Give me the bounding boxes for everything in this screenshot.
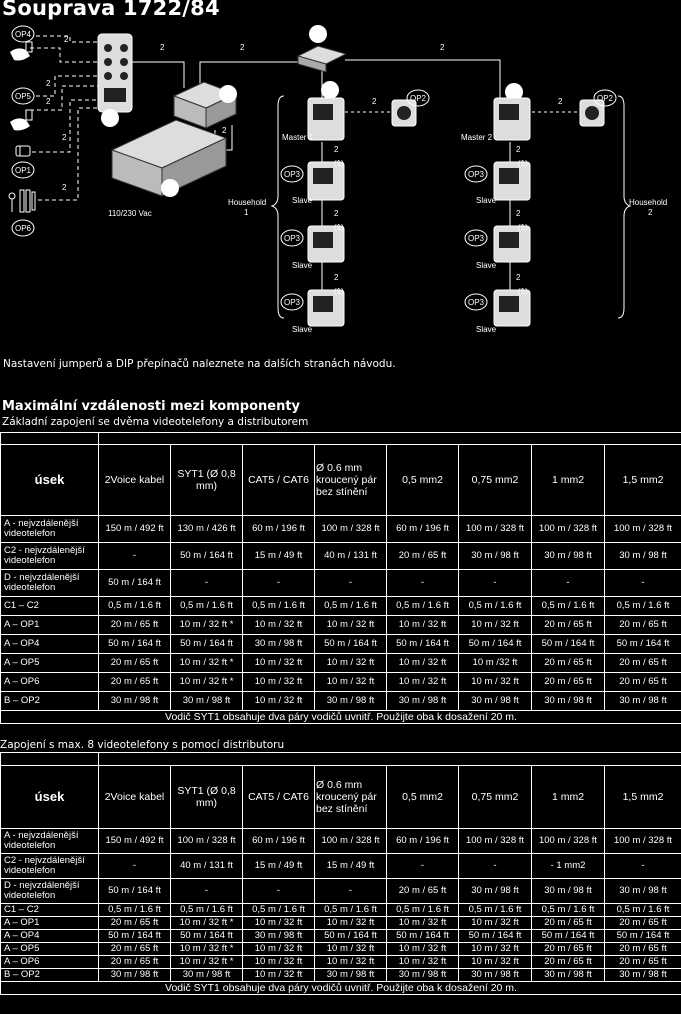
op1-label: OP1 bbox=[15, 166, 32, 175]
note-1-label: (1) bbox=[518, 159, 528, 168]
row-label-cell: C2 - nejvzdálenější videotelefon bbox=[1, 543, 99, 570]
value-cell: 30 m / 98 ft bbox=[387, 969, 459, 982]
cable-label: 2 bbox=[62, 133, 67, 142]
value-cell: 150 m / 492 ft bbox=[99, 829, 171, 854]
row-label-cell: C1 – C2 bbox=[1, 597, 99, 616]
page-title: Souprava 1722/84 bbox=[2, 0, 220, 20]
value-cell: 30 m / 98 ft bbox=[459, 692, 532, 711]
value-cell: 0,5 m / 1.6 ft bbox=[315, 904, 387, 917]
value-cell: 30 m / 98 ft bbox=[387, 692, 459, 711]
value-cell: 10 m / 32 ft bbox=[387, 943, 459, 956]
value-cell: - bbox=[243, 879, 315, 904]
value-cell: 10 m / 32 ft bbox=[243, 692, 315, 711]
table-row bbox=[1, 692, 681, 711]
value-cell: 0,5 m / 1.6 ft bbox=[171, 904, 243, 917]
distance-table-basic bbox=[0, 432, 681, 724]
value-cell: 50 m / 164 ft bbox=[99, 879, 171, 904]
value-cell: - bbox=[459, 854, 532, 879]
value-cell: 100 m / 328 ft bbox=[459, 516, 532, 543]
table-footnote: Vodič SYT1 obsahuje dva páry vodičů uvnitř. Použijte oba k dosažení 20 m. bbox=[1, 982, 681, 995]
row-label-cell: D - nejvzdálenější videotelefon bbox=[1, 570, 99, 597]
value-cell: 10 m / 32 ft bbox=[315, 616, 387, 635]
slave-label: Slave bbox=[476, 325, 497, 334]
value-cell: - bbox=[387, 854, 459, 879]
table-row bbox=[1, 829, 681, 854]
value-cell: 30 m / 98 ft bbox=[459, 969, 532, 982]
value-cell: 50 m / 164 ft bbox=[171, 635, 243, 654]
row-label-cell: A – OP4 bbox=[1, 930, 99, 943]
value-cell: 60 m / 196 ft bbox=[243, 516, 315, 543]
header-cell: CAT5 / CAT6 bbox=[243, 766, 315, 829]
value-cell: 20 m / 65 ft bbox=[99, 956, 171, 969]
header-cell: 1 mm2 bbox=[532, 766, 605, 829]
value-cell: 10 m / 32 ft bbox=[243, 673, 315, 692]
value-cell: 50 m / 164 ft bbox=[532, 930, 605, 943]
cable-label: 2 bbox=[558, 97, 563, 106]
value-cell: 50 m / 164 ft bbox=[99, 635, 171, 654]
value-cell: 10 m / 32 ft * bbox=[171, 654, 243, 673]
slave-label: Slave bbox=[292, 196, 313, 205]
value-cell: 100 m / 328 ft bbox=[605, 829, 681, 854]
value-cell: 10 m / 32 ft * bbox=[171, 673, 243, 692]
table-row bbox=[1, 943, 681, 956]
household-2-number: 2 bbox=[648, 208, 653, 217]
value-cell: 30 m / 98 ft bbox=[605, 969, 681, 982]
value-cell: 50 m / 164 ft bbox=[387, 635, 459, 654]
cable-label: 2 bbox=[160, 43, 165, 52]
value-cell: 50 m / 164 ft bbox=[387, 930, 459, 943]
value-cell: 20 m / 65 ft bbox=[99, 917, 171, 930]
value-cell: 0,5 m / 1.6 ft bbox=[387, 904, 459, 917]
value-cell: 50 m / 164 ft bbox=[315, 635, 387, 654]
value-cell: 10 m / 32 ft bbox=[387, 654, 459, 673]
value-cell: 10 m / 32 ft bbox=[459, 943, 532, 956]
cable-label: 2 bbox=[46, 97, 51, 106]
header-cell: 0,5 mm2 bbox=[387, 766, 459, 829]
header-cell: 0,75 mm2 bbox=[459, 445, 532, 516]
household-1-number: 1 bbox=[244, 208, 249, 217]
value-cell: 50 m / 164 ft bbox=[605, 635, 681, 654]
table-row bbox=[1, 616, 681, 635]
value-cell: 50 m / 164 ft bbox=[532, 635, 605, 654]
value-cell: 30 m / 98 ft bbox=[532, 969, 605, 982]
value-cell: 10 m / 32 ft * bbox=[171, 616, 243, 635]
value-cell: 0,5 m / 1.6 ft bbox=[315, 597, 387, 616]
table-row bbox=[1, 543, 681, 570]
table-row bbox=[1, 956, 681, 969]
value-cell: 30 m / 98 ft bbox=[243, 635, 315, 654]
value-cell: 10 m / 32 ft bbox=[315, 943, 387, 956]
value-cell: 10 m / 32 ft * bbox=[171, 943, 243, 956]
value-cell: 10 m / 32 ft bbox=[387, 673, 459, 692]
value-cell: 10 m / 32 ft bbox=[315, 917, 387, 930]
table-row bbox=[1, 673, 681, 692]
monitor-master-1 bbox=[308, 98, 344, 140]
value-cell: 50 m / 164 ft bbox=[171, 930, 243, 943]
value-cell: 0,5 m / 1.6 ft bbox=[532, 904, 605, 917]
value-cell: - bbox=[99, 543, 171, 570]
cable-label: 2 bbox=[372, 97, 377, 106]
table-row bbox=[1, 597, 681, 616]
value-cell: 50 m / 164 ft bbox=[99, 930, 171, 943]
note-1-label: (1) bbox=[334, 223, 344, 232]
value-cell: 30 m / 98 ft bbox=[532, 543, 605, 570]
table-row bbox=[1, 854, 681, 879]
value-cell: 15 m / 49 ft bbox=[243, 854, 315, 879]
row-label-cell: A – OP6 bbox=[1, 673, 99, 692]
row-label-cell: D - nejvzdálenější videotelefon bbox=[1, 879, 99, 904]
value-cell: 0,5 m / 1.6 ft bbox=[243, 597, 315, 616]
table-row bbox=[1, 930, 681, 943]
value-cell: 30 m / 98 ft bbox=[605, 692, 681, 711]
note-1-label: (1) bbox=[518, 287, 528, 296]
note-1-label: (1) bbox=[334, 287, 344, 296]
value-cell: 0,5 m / 1.6 ft bbox=[243, 904, 315, 917]
op6-lock-icon bbox=[9, 190, 35, 212]
row-label-cell: A – OP4 bbox=[1, 635, 99, 654]
value-cell: - bbox=[171, 879, 243, 904]
op6-label: OP6 bbox=[15, 224, 32, 233]
row-label-cell: A - nejvzdálenější videotelefon bbox=[1, 516, 99, 543]
table-row bbox=[1, 570, 681, 597]
header-cell: CAT5 / CAT6 bbox=[243, 445, 315, 516]
value-cell: 130 m / 426 ft bbox=[171, 516, 243, 543]
value-cell: 20 m / 65 ft bbox=[387, 543, 459, 570]
value-cell: 20 m / 65 ft bbox=[532, 654, 605, 673]
row-label-cell: A – OP6 bbox=[1, 956, 99, 969]
value-cell: 20 m / 65 ft bbox=[532, 943, 605, 956]
op4-hand-icon bbox=[10, 42, 32, 61]
value-cell: 30 m / 98 ft bbox=[605, 879, 681, 904]
row-label-cell: B – OP2 bbox=[1, 692, 99, 711]
header-cell: Ø 0.6 mm kroucený pár bez stínění bbox=[315, 445, 387, 516]
value-cell: 30 m / 98 ft bbox=[99, 969, 171, 982]
slave-label: Slave bbox=[292, 325, 313, 334]
value-cell: 15 m / 49 ft bbox=[243, 543, 315, 570]
op4-label: OP4 bbox=[15, 30, 32, 39]
value-cell: 30 m / 98 ft bbox=[459, 879, 532, 904]
op2-label-1: OP2 bbox=[410, 94, 427, 103]
monitor-master-2 bbox=[494, 98, 530, 140]
value-cell: 20 m / 65 ft bbox=[532, 616, 605, 635]
value-cell: 10 m / 32 ft bbox=[243, 616, 315, 635]
cable-label: 2 bbox=[64, 35, 69, 44]
row-label-cell: C1 – C2 bbox=[1, 904, 99, 917]
table-spacer-cell bbox=[1, 753, 99, 766]
op1-contact-icon bbox=[16, 146, 30, 156]
value-cell: - bbox=[605, 570, 681, 597]
cable-label: 2 bbox=[334, 273, 339, 282]
cable-label: 2 bbox=[334, 209, 339, 218]
op3-label-1a: OP3 bbox=[284, 170, 301, 179]
value-cell: - bbox=[532, 570, 605, 597]
value-cell: 10 m / 32 ft * bbox=[171, 917, 243, 930]
value-cell: 10 m / 32 ft bbox=[315, 654, 387, 673]
header-cell: 1,5 mm2 bbox=[605, 445, 681, 516]
value-cell: 50 m / 164 ft bbox=[99, 570, 171, 597]
table-row bbox=[1, 635, 681, 654]
table-row bbox=[1, 516, 681, 543]
value-cell: 60 m / 196 ft bbox=[243, 829, 315, 854]
cable-label: 2 bbox=[440, 43, 445, 52]
op3-label-2a: OP3 bbox=[468, 170, 485, 179]
value-cell: 30 m / 98 ft bbox=[532, 879, 605, 904]
note-1-label: (1) bbox=[518, 223, 528, 232]
value-cell: 100 m / 328 ft bbox=[459, 829, 532, 854]
header-cell: úsek bbox=[1, 445, 99, 516]
value-cell: 10 m / 32 ft bbox=[387, 917, 459, 930]
value-cell: 60 m / 196 ft bbox=[387, 829, 459, 854]
header-cell: 1 mm2 bbox=[532, 445, 605, 516]
value-cell: - bbox=[459, 570, 532, 597]
value-cell: 50 m / 164 ft bbox=[315, 930, 387, 943]
op5-label: OP5 bbox=[15, 92, 32, 101]
value-cell: 30 m / 98 ft bbox=[315, 969, 387, 982]
value-cell: 20 m / 65 ft bbox=[532, 673, 605, 692]
value-cell: 10 m / 32 ft bbox=[459, 673, 532, 692]
value-cell: - bbox=[315, 879, 387, 904]
value-cell: 10 m / 32 ft bbox=[459, 616, 532, 635]
value-cell: 0,5 m / 1.6 ft bbox=[532, 597, 605, 616]
row-label-cell: A - nejvzdálenější videotelefon bbox=[1, 829, 99, 854]
value-cell: - bbox=[315, 570, 387, 597]
master-2-label: Master 2 bbox=[461, 133, 493, 142]
value-cell: 10 m / 32 ft bbox=[315, 956, 387, 969]
value-cell: 10 m / 32 ft bbox=[315, 673, 387, 692]
table-spacer-cell bbox=[99, 753, 681, 766]
header-cell: úsek bbox=[1, 766, 99, 829]
header-cell: Ø 0.6 mm kroucený pár bez stínění bbox=[315, 766, 387, 829]
value-cell: 20 m / 65 ft bbox=[605, 956, 681, 969]
value-cell: 0,5 m / 1.6 ft bbox=[605, 904, 681, 917]
value-cell: 20 m / 65 ft bbox=[532, 917, 605, 930]
cable-label: 2 bbox=[62, 183, 67, 192]
table-header-row bbox=[1, 445, 681, 516]
section-title: Maximální vzdálenosti mezi komponenty bbox=[2, 399, 301, 414]
value-cell: 20 m / 65 ft bbox=[605, 654, 681, 673]
cable-label: 2 bbox=[516, 273, 521, 282]
value-cell: 150 m / 492 ft bbox=[99, 516, 171, 543]
row-label-cell: B – OP2 bbox=[1, 969, 99, 982]
table-footnote: Vodič SYT1 obsahuje dva páry vodičů uvnitř. Použijte oba k dosažení 20 m. bbox=[1, 711, 681, 724]
cable-label: 2 bbox=[334, 145, 339, 154]
value-cell: 20 m / 65 ft bbox=[605, 943, 681, 956]
value-cell: 10 m / 32 ft bbox=[243, 917, 315, 930]
value-cell: 20 m / 65 ft bbox=[99, 616, 171, 635]
slave-label: Slave bbox=[476, 261, 497, 270]
value-cell: 0,5 m / 1.6 ft bbox=[387, 597, 459, 616]
slave-label: Slave bbox=[476, 196, 497, 205]
table-row bbox=[1, 879, 681, 904]
jumper-note: Nastavení jumperů a DIP přepínačů naleznete na dalších stranách návodu. bbox=[3, 358, 396, 370]
op2-button-1 bbox=[392, 100, 416, 126]
value-cell: 30 m / 98 ft bbox=[171, 692, 243, 711]
value-cell: 20 m / 65 ft bbox=[99, 654, 171, 673]
table2-subtitle: Zapojení s max. 8 videotelefony s pomocí distributoru bbox=[0, 739, 285, 751]
value-cell: 10 m / 32 ft * bbox=[171, 956, 243, 969]
distance-table-distributor bbox=[0, 752, 681, 995]
table-row bbox=[1, 917, 681, 930]
value-cell: 100 m / 328 ft bbox=[171, 829, 243, 854]
cable-label: 2 bbox=[46, 79, 51, 88]
value-cell: 30 m / 98 ft bbox=[605, 543, 681, 570]
value-cell: 20 m / 65 ft bbox=[387, 879, 459, 904]
value-cell: 30 m / 98 ft bbox=[315, 692, 387, 711]
value-cell: 0,5 m / 1.6 ft bbox=[459, 597, 532, 616]
value-cell: - bbox=[605, 854, 681, 879]
value-cell: 100 m / 328 ft bbox=[605, 516, 681, 543]
value-cell: 10 m / 32 ft bbox=[243, 654, 315, 673]
value-cell: 30 m / 98 ft bbox=[171, 969, 243, 982]
header-cell: 0,5 mm2 bbox=[387, 445, 459, 516]
value-cell: 100 m / 328 ft bbox=[315, 516, 387, 543]
value-cell: - bbox=[387, 570, 459, 597]
op5-hand-icon bbox=[10, 110, 32, 131]
value-cell: 30 m / 98 ft bbox=[99, 692, 171, 711]
value-cell: 50 m / 164 ft bbox=[171, 543, 243, 570]
header-cell: 0,75 mm2 bbox=[459, 766, 532, 829]
table1-subtitle: Základní zapojení se dvěma videotelefony a distributorem bbox=[2, 416, 309, 428]
wiring-diagram bbox=[0, 0, 681, 345]
value-cell: 0,5 m / 1.6 ft bbox=[605, 597, 681, 616]
header-cell: 1,5 mm2 bbox=[605, 766, 681, 829]
value-cell: 20 m / 65 ft bbox=[605, 616, 681, 635]
value-cell: - 1 mm2 bbox=[532, 854, 605, 879]
value-cell: 60 m / 196 ft bbox=[387, 516, 459, 543]
op3-label-2c: OP3 bbox=[468, 298, 485, 307]
table-spacer-cell bbox=[99, 433, 681, 445]
value-cell: 50 m / 164 ft bbox=[459, 930, 532, 943]
slave-label: Slave bbox=[292, 261, 313, 270]
value-cell: 0,5 m / 1.6 ft bbox=[99, 904, 171, 917]
row-label-cell: A – OP1 bbox=[1, 616, 99, 635]
household-2-label: Household bbox=[629, 198, 668, 207]
op3-label-1b: OP3 bbox=[284, 234, 301, 243]
value-cell: 30 m / 98 ft bbox=[532, 692, 605, 711]
value-cell: 0,5 m / 1.6 ft bbox=[171, 597, 243, 616]
row-label-cell: A – OP5 bbox=[1, 654, 99, 673]
note-1-label: (1) bbox=[334, 159, 344, 168]
value-cell: 0,5 m / 1.6 ft bbox=[459, 904, 532, 917]
value-cell: 10 m / 32 ft bbox=[459, 917, 532, 930]
header-cell: 2Voice kabel bbox=[99, 445, 171, 516]
value-cell: - bbox=[99, 854, 171, 879]
value-cell: 0,5 m / 1.6 ft bbox=[99, 597, 171, 616]
value-cell: 10 m / 32 ft bbox=[459, 956, 532, 969]
row-label-cell: A – OP1 bbox=[1, 917, 99, 930]
header-cell: SYT1 (Ø 0,8 mm) bbox=[171, 445, 243, 516]
value-cell: 100 m / 328 ft bbox=[532, 516, 605, 543]
value-cell: 30 m / 98 ft bbox=[459, 543, 532, 570]
outdoor-station bbox=[98, 34, 132, 112]
household-1-label: Household bbox=[228, 198, 267, 207]
table-spacer-cell bbox=[1, 433, 99, 445]
value-cell: 10 m /32 ft bbox=[459, 654, 532, 673]
cable-label: 2 bbox=[516, 209, 521, 218]
value-cell: 20 m / 65 ft bbox=[99, 673, 171, 692]
op2-label-2: OP2 bbox=[597, 94, 614, 103]
value-cell: 10 m / 32 ft bbox=[243, 969, 315, 982]
table-row bbox=[1, 904, 681, 917]
value-cell: 40 m / 131 ft bbox=[315, 543, 387, 570]
value-cell: 10 m / 32 ft bbox=[387, 956, 459, 969]
row-label-cell: C2 - nejvzdálenější videotelefon bbox=[1, 854, 99, 879]
value-cell: 20 m / 65 ft bbox=[532, 956, 605, 969]
value-cell: - bbox=[243, 570, 315, 597]
op3-label-1c: OP3 bbox=[284, 298, 301, 307]
value-cell: 50 m / 164 ft bbox=[605, 930, 681, 943]
row-label-cell: A – OP5 bbox=[1, 943, 99, 956]
value-cell: 10 m / 32 ft bbox=[243, 943, 315, 956]
header-cell: SYT1 (Ø 0,8 mm) bbox=[171, 766, 243, 829]
distributor bbox=[298, 46, 346, 72]
value-cell: 20 m / 65 ft bbox=[605, 673, 681, 692]
value-cell: 20 m / 65 ft bbox=[99, 943, 171, 956]
table-row bbox=[1, 654, 681, 673]
value-cell: 15 m / 49 ft bbox=[315, 854, 387, 879]
header-cell: 2Voice kabel bbox=[99, 766, 171, 829]
value-cell: 10 m / 32 ft bbox=[387, 616, 459, 635]
value-cell: 20 m / 65 ft bbox=[605, 917, 681, 930]
value-cell: 10 m / 32 ft bbox=[243, 956, 315, 969]
table-header-row bbox=[1, 766, 681, 829]
value-cell: 30 m / 98 ft bbox=[243, 930, 315, 943]
cable-label: 2 bbox=[222, 126, 227, 135]
value-cell: 100 m / 328 ft bbox=[315, 829, 387, 854]
master-1-label: Master 1 bbox=[282, 133, 314, 142]
value-cell: 40 m / 131 ft bbox=[171, 854, 243, 879]
cable-label: 2 bbox=[516, 145, 521, 154]
value-cell: 50 m / 164 ft bbox=[459, 635, 532, 654]
op3-label-2b: OP3 bbox=[468, 234, 485, 243]
value-cell: - bbox=[171, 570, 243, 597]
table-row bbox=[1, 969, 681, 982]
value-cell: 100 m / 328 ft bbox=[532, 829, 605, 854]
op2-button-2 bbox=[580, 100, 604, 126]
cable-label: 2 bbox=[240, 43, 245, 52]
power-label: 110/230 Vac bbox=[108, 209, 152, 218]
